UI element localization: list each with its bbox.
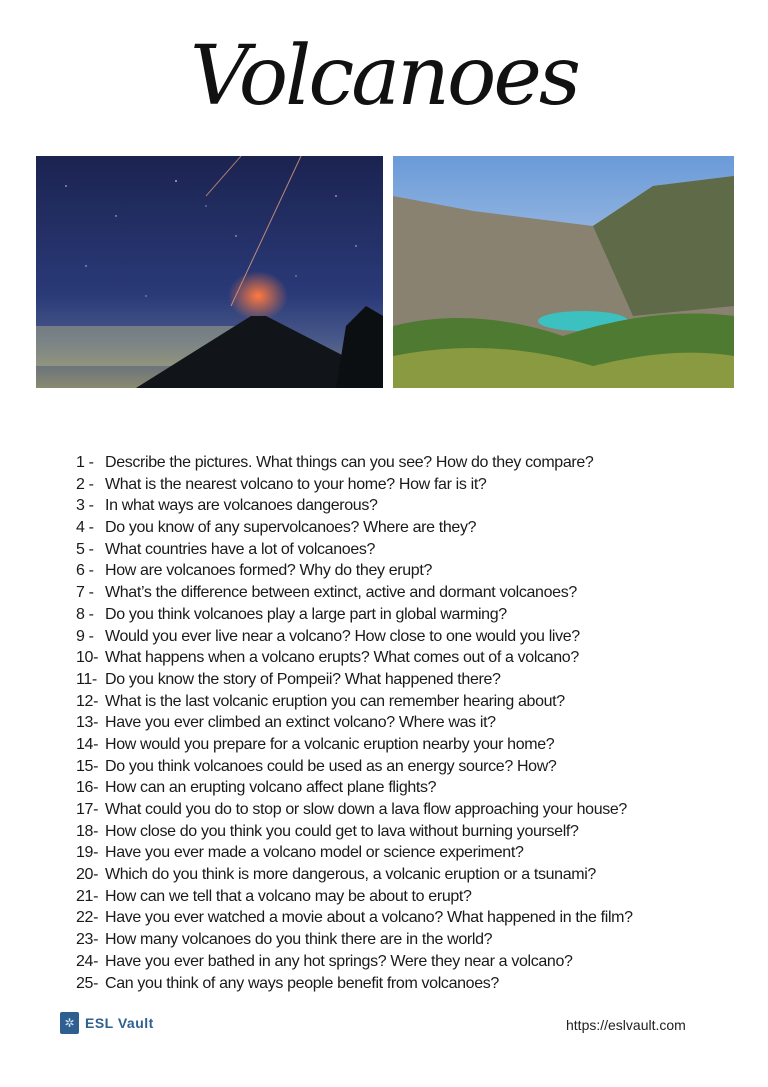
page-title: Volcanoes (190, 29, 578, 124)
list-item: 17- What could you do to stop or slow down a lava flow approaching your house? (76, 801, 627, 818)
list-item: 2 - What is the nearest volcano to your home? How far is it? (76, 475, 487, 493)
list-item: 6 - How are volcanoes formed? Why do they erupt? (76, 562, 432, 580)
volcano-crater-image (393, 156, 734, 388)
list-item: 21- How can we tell that a volcano may be about to erupt? (76, 887, 472, 905)
list-item: 12- What is the last volcanic eruption you can remember hearing about? (76, 692, 565, 710)
list-item: 10- What happens when a volcano erupts? What comes out of a volcano? (76, 649, 579, 667)
list-item: 11- Do you know the story of Pompeii? What happened there? (76, 670, 501, 688)
list-item: 15- Do you think volcanoes could be used as an energy source? How? (76, 757, 557, 775)
list-item: 3 - In what ways are volcanoes dangerous? (76, 497, 378, 515)
list-item: 9 - Would you ever live near a volcano? How close to one would you live? (76, 627, 580, 645)
esl-vault-logo: ✲ ESL Vault (60, 1012, 154, 1034)
site-url: https://eslvault.com (566, 1017, 686, 1033)
list-item: 25- Can you think of any ways people benefit from volcanoes? (76, 974, 499, 992)
list-item: 22- Have you ever watched a movie about a volcano? What happened in the film? (76, 909, 633, 927)
list-item: 16- How can an erupting volcano affect plane flights? (76, 779, 437, 797)
list-item: 8 - Do you think volcanoes play a large part in global warming? (76, 605, 507, 623)
list-item: 18- How close do you think you could get to lava without burning yourself? (76, 822, 579, 840)
list-item: 5 - What countries have a lot of volcanoes? (76, 540, 376, 558)
list-item: 4 - Do you know of any supervolcanoes? Where are they? (76, 519, 477, 537)
list-item: 20- Which do you think is more dangerous, a volcanic eruption or a tsunami? (76, 866, 596, 884)
list-item: 24- Have you ever bathed in any hot springs? Were they near a volcano? (76, 952, 573, 970)
question-list (76, 452, 633, 994)
list-item: 7 - What’s the difference between extinct, active and dormant volcanoes? (76, 584, 577, 602)
list-item: 23- How many volcanoes do you think there are in the world? (76, 931, 493, 949)
list-item: 19- Have you ever made a volcano model or science experiment? (76, 844, 524, 862)
list-item: 14- How would you prepare for a volcanic eruption nearby your home? (76, 735, 555, 753)
list-item: 13- Have you ever climbed an extinct volcano? Where was it? (76, 714, 496, 732)
list-item: 1 - Describe the pictures. What things can you see? How do they compare? (76, 454, 594, 471)
volcano-night-image (36, 156, 383, 388)
vault-icon: ✲ (60, 1012, 79, 1034)
